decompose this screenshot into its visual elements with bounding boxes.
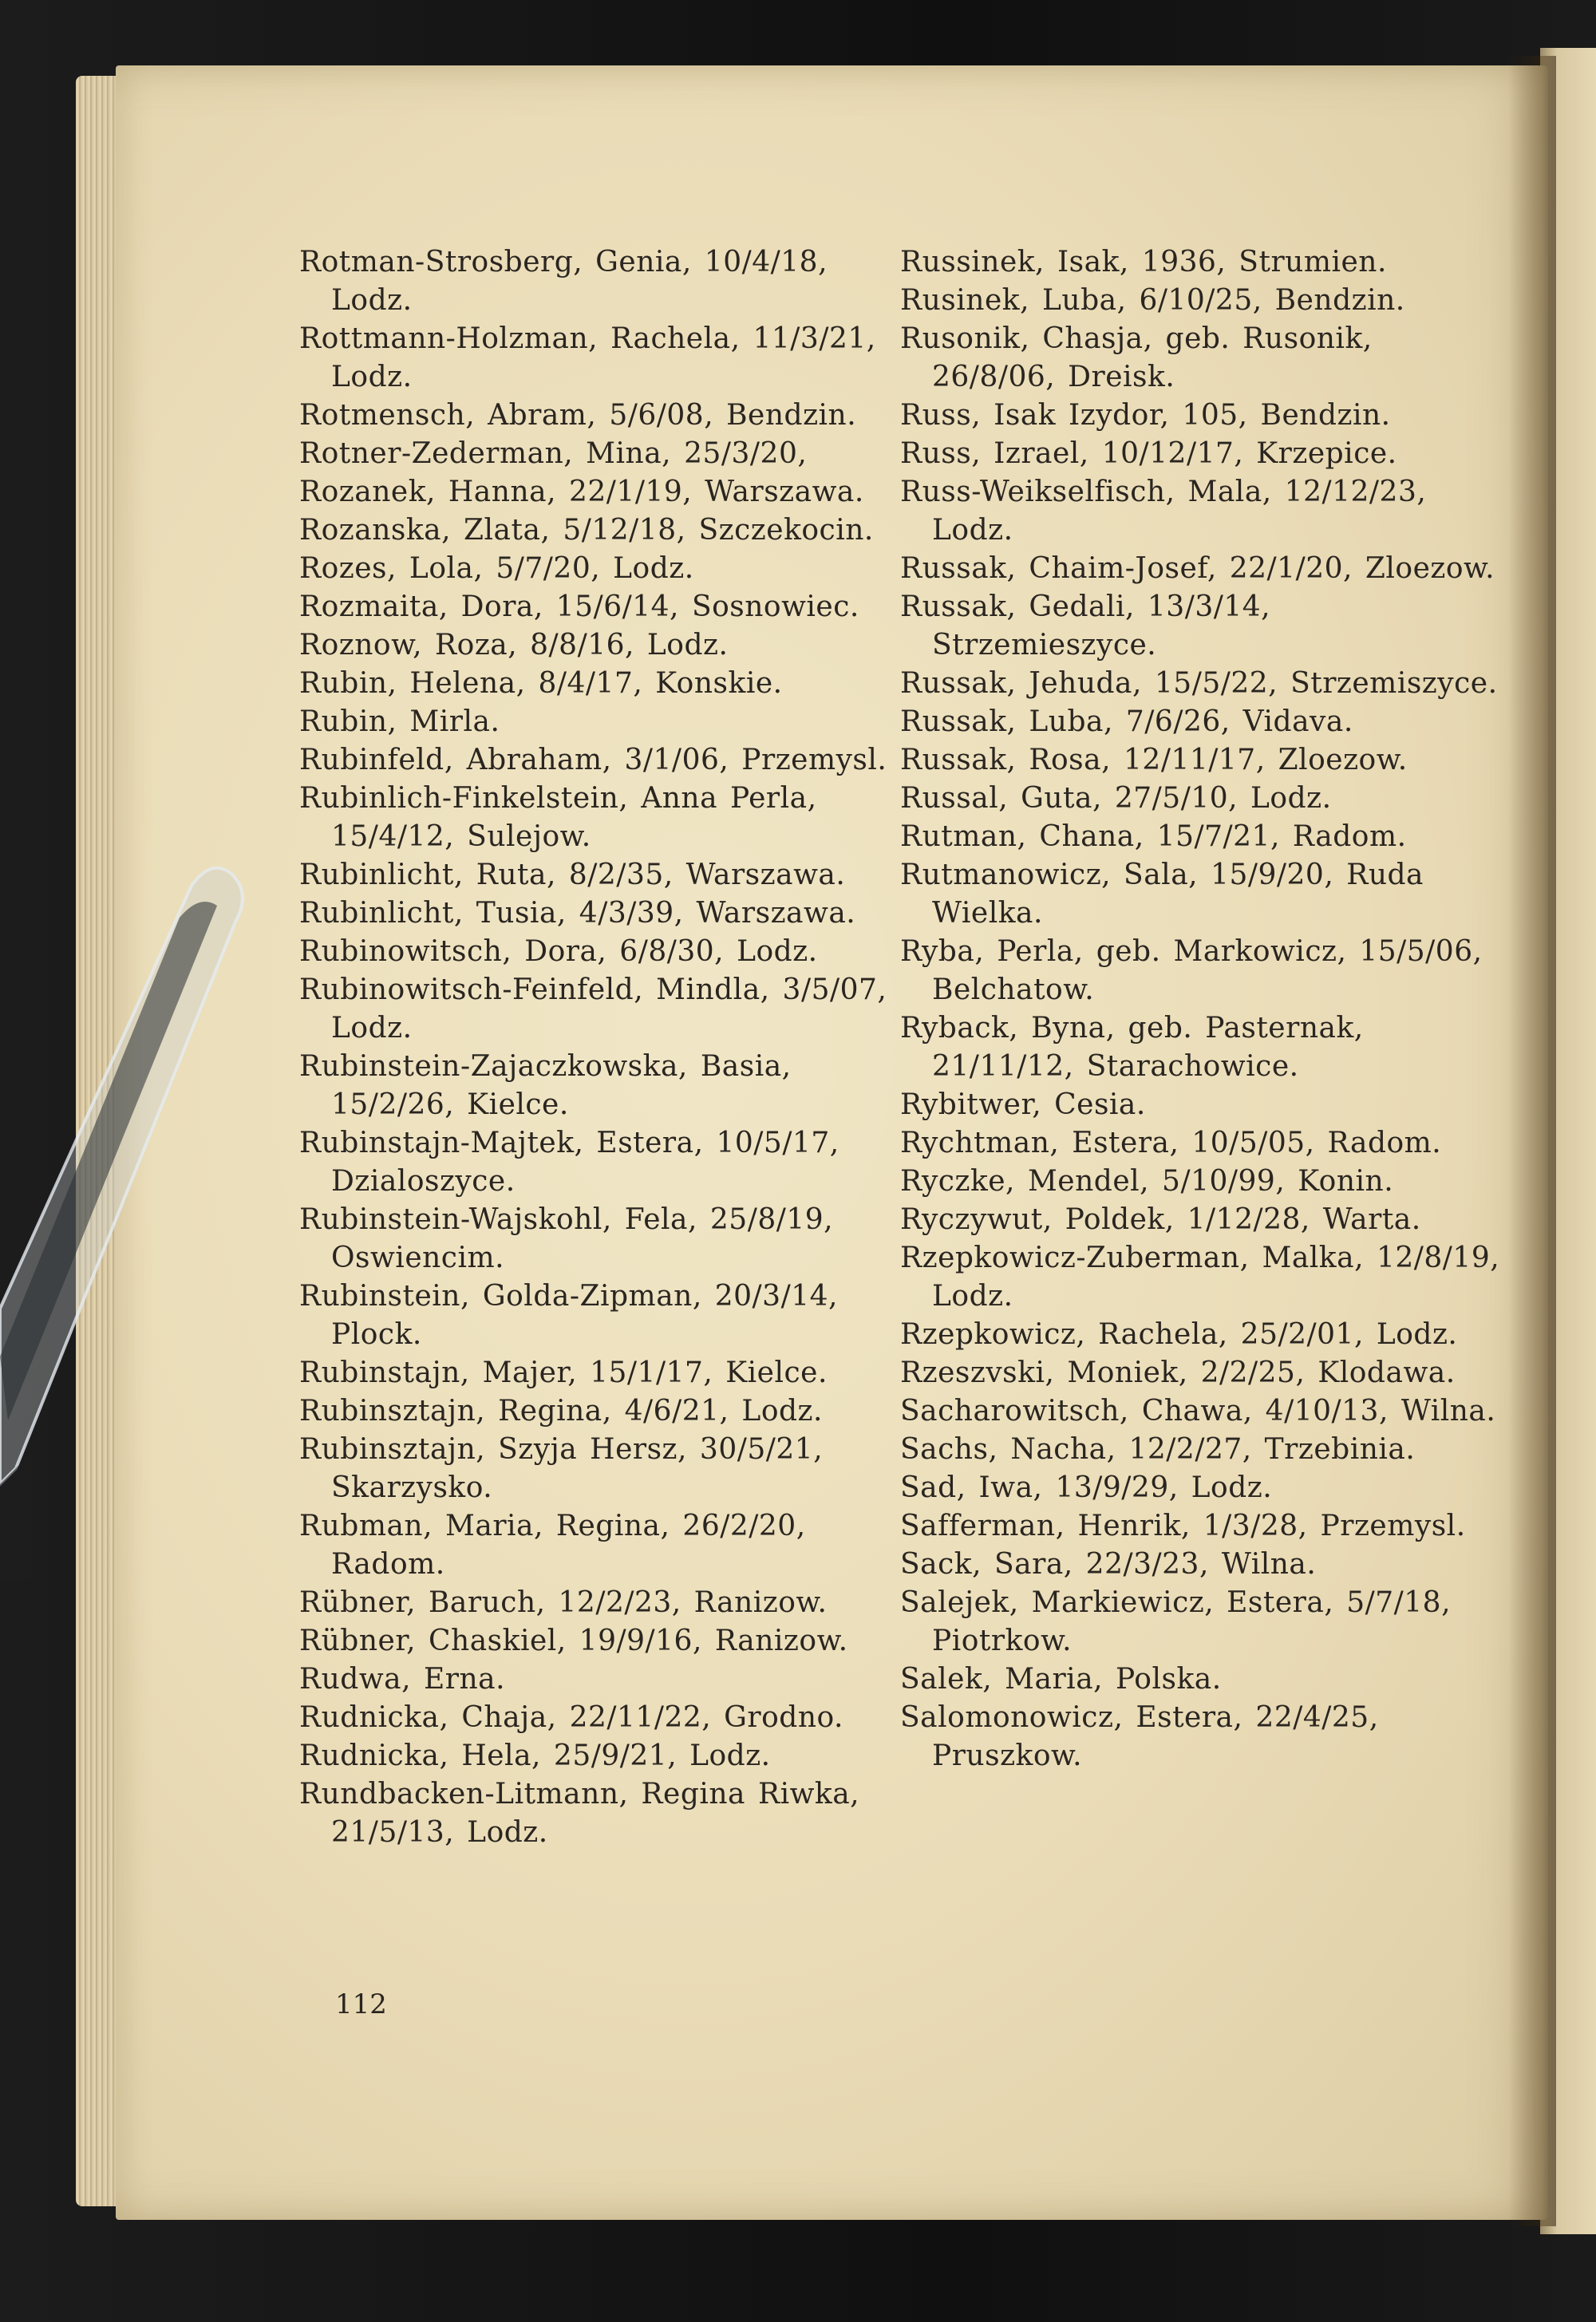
list-item: Rzeszvski, Moniek, 2/2/25, Klodawa. [900,1356,1456,1389]
list-item: Salejek, Markiewicz, Estera, 5/7/18, Piotrkow. [900,1586,1452,1657]
list-item: Salek, Maria, Polska. [900,1663,1222,1696]
list-item: Russ-Weikselfisch, Mala, 12/12/23, Lodz. [900,476,1427,547]
list-item: Rubinsztajn, Regina, 4/6/21, Lodz. [299,1395,823,1428]
list-item: Rubinstein-Zajaczkowska, Basia, 15/2/26, Kielce. [299,1050,792,1121]
list-item: Sachs, Nacha, 12/2/27, Trzebinia. [900,1433,1416,1466]
list-item: Rozanek, Hanna, 22/1/19, Warszawa. [299,476,864,508]
list-item: Russak, Rosa, 12/11/17, Zloezow. [900,744,1408,776]
list-item: Rzepkowicz, Rachela, 25/2/01, Lodz. [900,1318,1458,1351]
list-item: Russ, Isak Izydor, 105, Bendzin. [900,399,1391,432]
list-item: Rundbacken-Litmann, Regina Riwka, 21/5/13, Lodz. [299,1778,860,1849]
list-item: Rübner, Chaskiel, 19/9/16, Ranizow. [299,1625,848,1657]
list-item: Rotner-Zederman, Mina, 25/3/20, [299,437,808,470]
list-item: Rubinfeld, Abraham, 3/1/06, Przemysl. [299,744,887,776]
list-item: Ryback, Byna, geb. Pasternak, 21/11/12, Starachowice. [900,1012,1364,1083]
list-item: Russinek, Isak, 1936, Strumien. [900,246,1387,278]
list-item: Rozes, Lola, 5/7/20, Lodz. [299,552,694,585]
list-item: Rubinstajn-Majtek, Estera, 10/5/17, Dzialoszyce. [299,1127,839,1198]
list-item: Rudnicka, Chaja, 22/11/22, Grodno. [299,1701,843,1734]
list-item: Rusinek, Luba, 6/10/25, Bendzin. [900,284,1405,317]
list-item: Rübner, Baruch, 12/2/23, Ranizow. [299,1586,828,1619]
list-item: Rubin, Mirla. [299,705,500,738]
list-item: Rotmensch, Abram, 5/6/08, Bendzin. [299,399,857,432]
list-item: Rubinlicht, Tusia, 4/3/39, Warszawa. [299,897,856,930]
gutter-shadow [1508,56,1556,2226]
list-item: Safferman, Henrik, 1/3/28, Przemysl. [900,1510,1466,1542]
list-item: Russak, Luba, 7/6/26, Vidava. [900,705,1353,738]
list-item: Rybitwer, Cesia. [900,1088,1146,1121]
list-item: Rubinowitsch, Dora, 6/8/30, Lodz. [299,935,818,968]
list-item: Rusonik, Chasja, geb. Rusonik, 26/8/06, Dreisk. [900,322,1373,393]
list-item: Ryczywut, Poldek, 1/12/28, Warta. [900,1203,1421,1236]
list-item: Rychtman, Estera, 10/5/05, Radom. [900,1127,1442,1159]
list-item: Rubinlicht, Ruta, 8/2/35, Warszawa. [299,859,846,891]
list-item: Rutmanowicz, Sala, 15/9/20, Ruda Wielka. [900,859,1424,930]
list-item: Rottmann-Holzman, Rachela, 11/3/21, Lodz. [299,322,876,393]
list-item: Ryczke, Mendel, 5/10/99, Konin. [900,1165,1394,1198]
list-item: Rzepkowicz-Zuberman, Malka, 12/8/19, Lodz. [900,1242,1500,1313]
list-item: Rozanska, Zlata, 5/12/18, Szczekocin. [299,514,874,547]
list-item: Roznow, Roza, 8/8/16, Lodz. [299,629,729,661]
list-item: Rubinstein-Wajskohl, Fela, 25/8/19, Oswiencim. [299,1203,834,1274]
list-item: Sack, Sara, 22/3/23, Wilna. [900,1548,1317,1581]
list-item: Rubinstajn, Majer, 15/1/17, Kielce. [299,1356,828,1389]
list-item: Rubinsztajn, Szyja Hersz, 30/5/21, Skarzysko. [299,1433,824,1504]
list-item: Rubinowitsch-Feinfeld, Mindla, 3/5/07, Lodz. [299,973,887,1045]
list-item: Rubinstein, Golda-Zipman, 20/3/14, Plock. [299,1280,838,1351]
list-item: Rutman, Chana, 15/7/21, Radom. [900,820,1407,853]
list-item: Ryba, Perla, geb. Markowicz, 15/5/06, Belchatow. [900,935,1483,1006]
page-number: 112 [335,1988,387,2020]
left-column [299,243,906,1852]
list-item: Rudnicka, Hela, 25/9/21, Lodz. [299,1740,771,1772]
list-item: Rubinlich-Finkelstein, Anna Perla, 15/4/12, Sulejow. [299,782,817,853]
list-item: Rubman, Maria, Regina, 26/2/20, Radom. [299,1510,806,1581]
list-item: Rubin, Helena, 8/4/17, Konskie. [299,667,783,700]
list-item: Rudwa, Erna. [299,1663,506,1696]
right-column [900,243,1507,1775]
list-item: Russak, Gedali, 13/3/14, Strzemieszyce. [900,590,1271,661]
list-item: Rotman-Strosberg, Genia, 10/4/18, Lodz. [299,246,828,317]
page-holder-clip [0,862,255,1580]
list-item: Rozmaita, Dora, 15/6/14, Sosnowiec. [299,590,859,623]
list-item: Sad, Iwa, 13/9/29, Lodz. [900,1471,1273,1504]
list-item: Sacharowitsch, Chawa, 4/10/13, Wilna. [900,1395,1496,1428]
list-item: Russal, Guta, 27/5/10, Lodz. [900,782,1332,815]
list-item: Salomonowicz, Estera, 22/4/25, Pruszkow. [900,1701,1379,1772]
list-item: Russ, Izrael, 10/12/17, Krzepice. [900,437,1397,470]
list-item: Russak, Jehuda, 15/5/22, Strzemiszyce. [900,667,1498,700]
list-item: Russak, Chaim-Josef, 22/1/20, Zloezow. [900,552,1495,585]
